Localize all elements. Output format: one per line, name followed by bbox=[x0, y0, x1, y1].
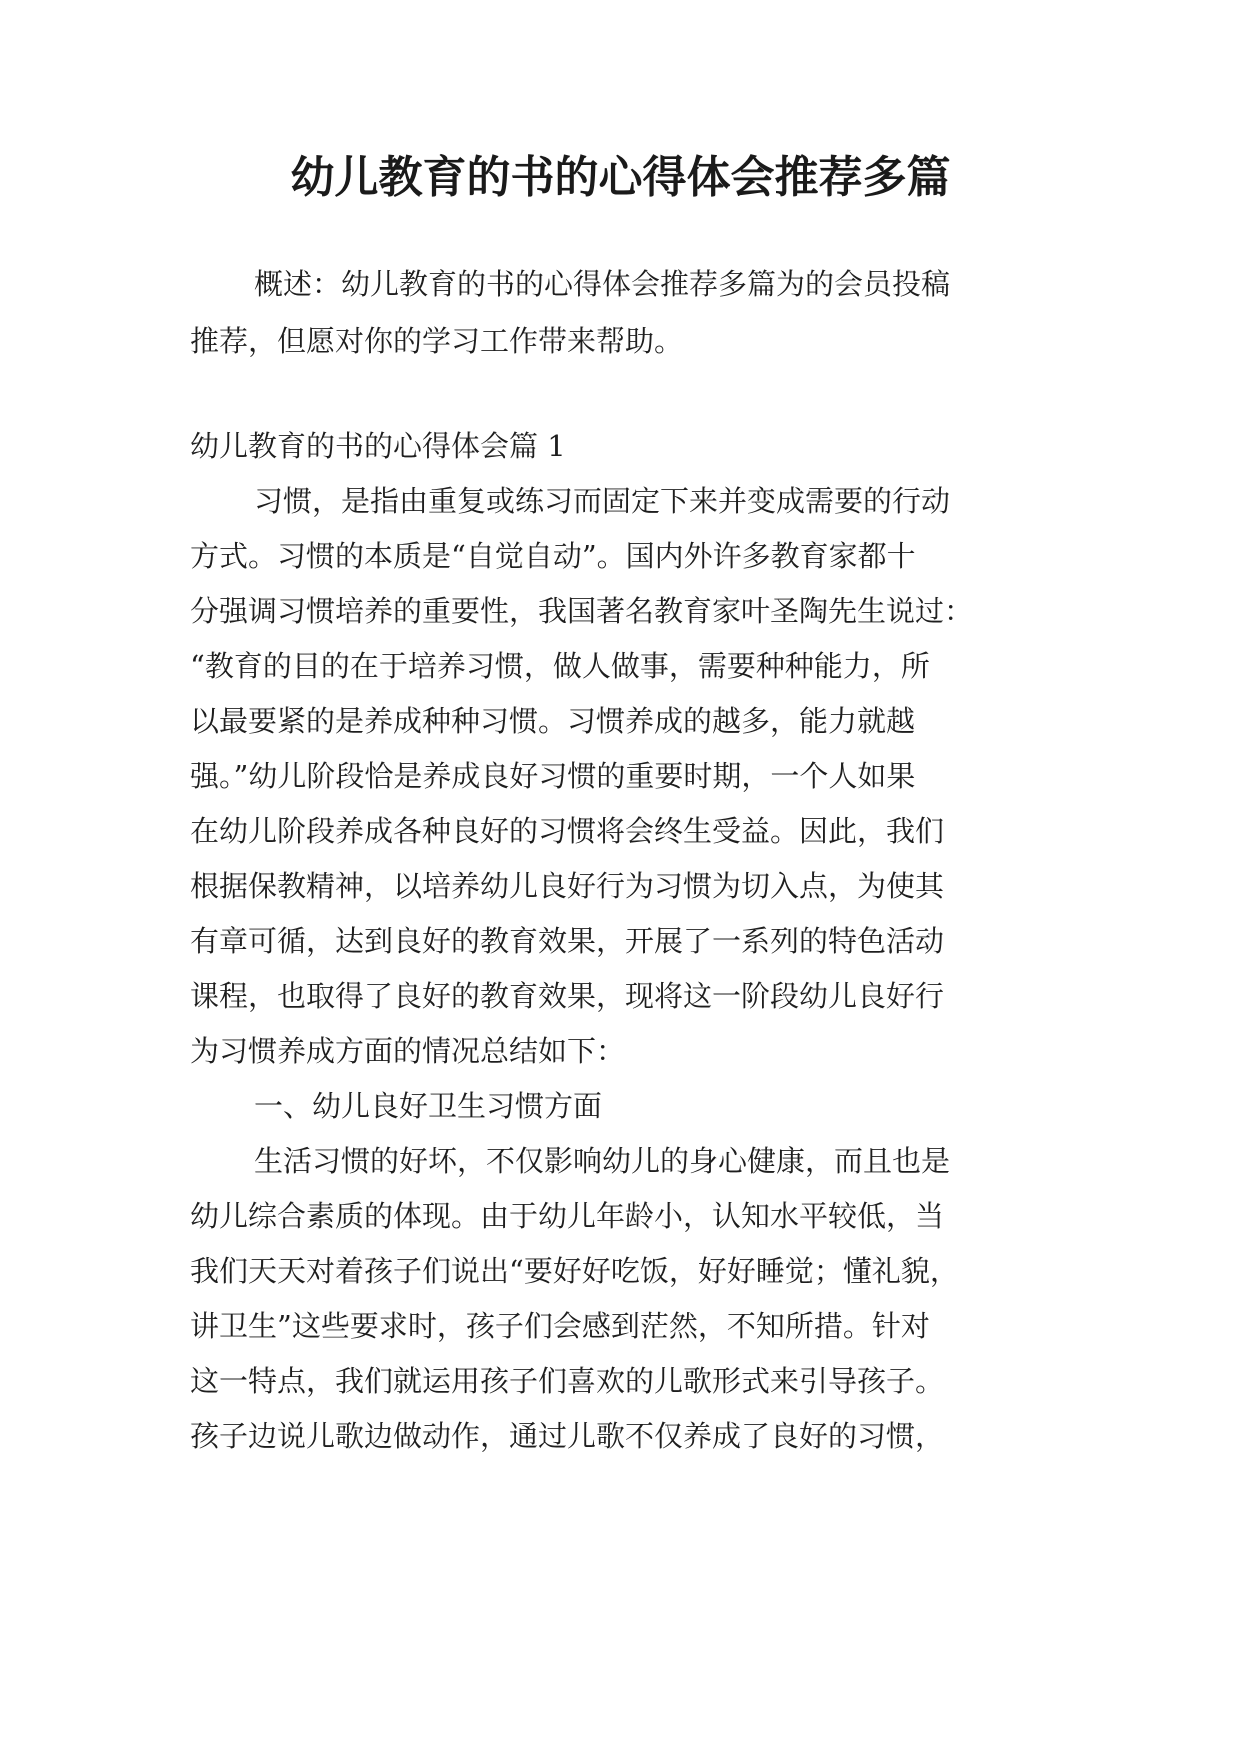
paragraph-line: “教育的目的在于培养习惯，做人做事，需要种种能力，所 bbox=[190, 649, 930, 683]
document-title: 幼儿教育的书的心得体会推荐多篇 bbox=[290, 152, 951, 203]
paragraph-line: 课程，也取得了良好的教育效果，现将这一阶段幼儿良好行 bbox=[190, 979, 945, 1013]
paragraph-line: 生活习惯的好坏，不仅影响幼儿的身心健康，而且也是 bbox=[254, 1144, 951, 1178]
paragraph-line: 孩子边说儿歌边做动作，通过儿歌不仅养成了良好的习惯， bbox=[190, 1419, 945, 1453]
paragraph-line: 方式。习惯的本质是“自觉自动”。国内外许多教育家都十 bbox=[190, 539, 916, 573]
paragraph-line: 我们天天对着孩子们说出“要好好吃饭，好好睡觉；懂礼貌， bbox=[190, 1254, 959, 1288]
paragraph-line: 以最要紧的是养成种种习惯。习惯养成的越多，能力就越 bbox=[190, 704, 916, 738]
paragraph-line: 为习惯养成方面的情况总结如下： bbox=[190, 1034, 626, 1068]
paragraph-line: 根据保教精神，以培养幼儿良好行为习惯为切入点，为使其 bbox=[190, 869, 945, 903]
paragraph-line: 强。”幼儿阶段恰是养成良好习惯的重要时期，一个人如果 bbox=[190, 759, 916, 793]
section-heading-1: 幼儿教育的书的心得体会篇 1 bbox=[190, 429, 566, 463]
paragraph-line: 幼儿综合素质的体现。由于幼儿年龄小，认知水平较低，当 bbox=[190, 1199, 945, 1233]
paragraph-line: 在幼儿阶段养成各种良好的习惯将会终生受益。因此，我们 bbox=[190, 814, 945, 848]
paragraph-line: 这一特点，我们就运用孩子们喜欢的儿歌形式来引导孩子。 bbox=[190, 1364, 945, 1398]
paragraph-line: 讲卫生”这些要求时，孩子们会感到茫然，不知所措。针对 bbox=[190, 1309, 930, 1343]
summary-line-2: 推荐，但愿对你的学习工作带来帮助。 bbox=[190, 324, 684, 358]
paragraph-line: 习惯，是指由重复或练习而固定下来并变成需要的行动 bbox=[254, 484, 951, 518]
summary-line-1: 概述：幼儿教育的书的心得体会推荐多篇为的会员投稿 bbox=[254, 267, 951, 301]
paragraph-line: 分强调习惯培养的重要性，我国著名教育家叶圣陶先生说过： bbox=[190, 594, 974, 628]
subsection-heading: 一、幼儿良好卫生习惯方面 bbox=[254, 1089, 603, 1123]
paragraph-line: 有章可循，达到良好的教育效果，开展了一系列的特色活动 bbox=[190, 924, 945, 958]
